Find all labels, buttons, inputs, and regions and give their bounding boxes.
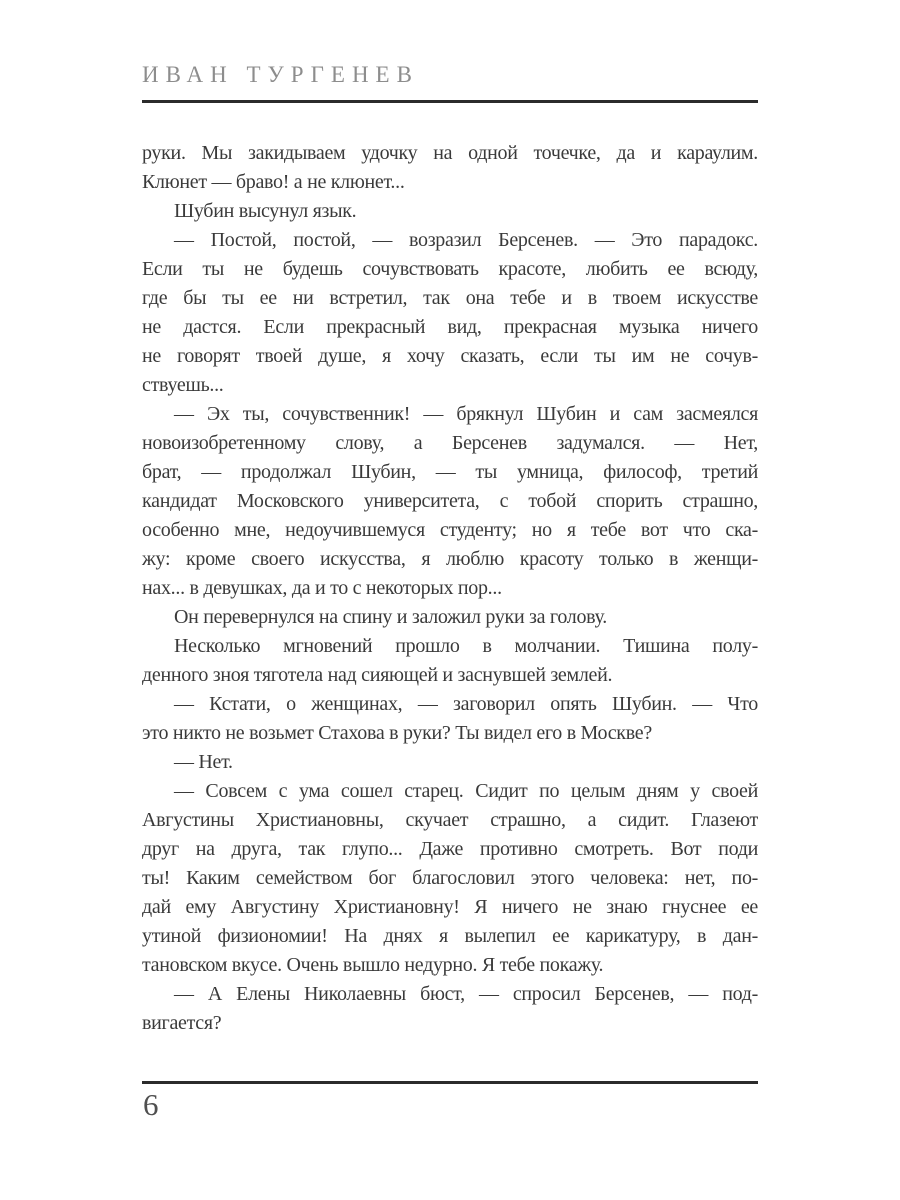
text-line: где бы ты ее ни встретил, так она тебе и в твоем искусстве — [142, 287, 758, 309]
text-line: это никто не возьмет Стахова в руки? Ты видел его в Москве? — [142, 722, 652, 744]
text-line: жу: кроме своего искусства, я люблю красоту только в женщи- — [142, 548, 758, 570]
text-line: денного зноя тяготела над сияющей и заснувшей землей. — [142, 664, 613, 686]
text-line: — Эх ты, сочувственник! — брякнул Шубин и сам засмеялся — [174, 403, 758, 425]
page-text — [142, 139, 758, 1038]
text-line: — А Елены Николаевны бюст, — спросил Берсенев, — под- — [174, 983, 758, 1005]
text-line: ты! Каким семейством бог благословил этого человека: нет, по- — [142, 867, 758, 889]
text-line: особенно мне, недоучившемуся студенту; но я тебе вот что ска- — [142, 519, 758, 541]
text-line: нах... в девушках, да и то с некоторых пор... — [142, 577, 502, 599]
page-number: 6 — [143, 1087, 159, 1122]
text-line: Если ты не будешь сочувствовать красоте, любить ее всюду, — [142, 258, 758, 280]
text-line: — Нет. — [174, 751, 233, 773]
text-line: Шубин высунул язык. — [174, 200, 357, 222]
paragraph — [142, 226, 758, 400]
author-running-head: ИВАН ТУРГЕНЕВ — [142, 62, 419, 87]
text-line: Несколько мгновений прошло в молчании. Тишина полу- — [174, 635, 758, 657]
paragraph — [142, 603, 758, 632]
text-line: — Совсем с ума сошел старец. Сидит по целым дням у своей — [174, 780, 758, 802]
text-line: дай ему Августину Христиановну! Я ничего не знаю гнуснее ее — [142, 896, 758, 918]
header-rule — [142, 100, 758, 103]
text-line: кандидат Московского университета, с тобой спорить страшно, — [142, 490, 758, 512]
text-line: друг на друга, так глупо... Даже противно смотреть. Вот поди — [142, 838, 758, 860]
text-line: Августины Христиановны, скучает страшно, а сидит. Глазеют — [142, 809, 758, 831]
paragraph — [142, 690, 758, 748]
text-line: руки. Мы закидываем удочку на одной точечке, да и караулим. — [142, 142, 758, 164]
text-line: вигается? — [142, 1012, 222, 1034]
paragraph — [142, 980, 758, 1038]
paragraph — [142, 197, 758, 226]
text-line: не говорят твоей душе, я хочу сказать, если ты им не сочув- — [142, 345, 758, 367]
text-line: новоизобретенному слову, а Берсенев задумался. — Нет, — [142, 432, 758, 454]
text-line: — Кстати, о женщинах, — заговорил опять Шубин. — Что — [174, 693, 758, 715]
text-line: Он перевернулся на спину и заложил руки за голову. — [174, 606, 608, 628]
paragraph — [142, 748, 758, 777]
paragraph — [142, 139, 758, 197]
text-line: брат, — продолжал Шубин, — ты умница, философ, третий — [142, 461, 758, 483]
text-line: — Постой, постой, — возразил Берсенев. — Это парадокс. — [174, 229, 758, 251]
text-line: утиной физиономии! На днях я вылепил ее карикатуру, в дан- — [142, 925, 758, 947]
text-line: Клюнет — браво! а не клюнет... — [142, 171, 405, 193]
text-line: ствуешь... — [142, 374, 224, 396]
footer-rule — [142, 1081, 758, 1084]
text-line: тановском вкусе. Очень вышло недурно. Я тебе покажу. — [142, 954, 604, 976]
text-line: не дастся. Если прекрасный вид, прекрасная музыка ничего — [142, 316, 758, 338]
paragraph — [142, 777, 758, 980]
paragraph — [142, 400, 758, 603]
paragraph — [142, 632, 758, 690]
